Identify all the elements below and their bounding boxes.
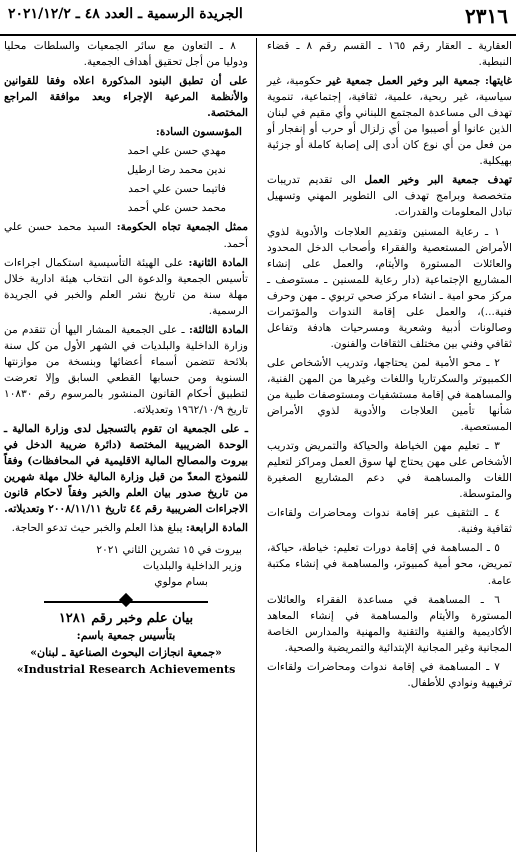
tax-paragraph: [4, 421, 248, 517]
article-text: يبلغ هذا العلم والخبر حيث تدعو الحاجة.: [11, 522, 183, 535]
list-item: ٢ ـ محو الأمية لمن يحتاجها، وتدريب الأشخاص على الكمبيوتر والسكرتاريا واللغات وغيرها من المهن الفنية، والمساهمة في إقامة مستشفيات ومستوصفات طبية من شأنها تأمين العلاجات والأدوية لذوي الأمراض المستعصية.: [267, 356, 512, 434]
notice-header: [4, 611, 248, 678]
notice-association-name-en: «Industrial Research Achievements: [16, 662, 236, 676]
founders-list: [4, 124, 248, 216]
page-number: ٢٣١٦: [465, 4, 508, 28]
article-text: على الهيئة التأسيسية استكمال اجراءات تأسيس الجمعية والدعوة الى انتخاب هيئة ادارية خلال مهلة سنة من تاريخ نشر العلم والخبر في الجريدة الرسمية.: [4, 256, 248, 317]
aims-heading: تهدف جمعية البر وخير العمل: [364, 174, 512, 187]
article-second: [4, 255, 248, 319]
article-heading: المادة الثالثة:: [188, 323, 249, 336]
paragraph-aims: [267, 172, 512, 220]
article-fourth: [4, 520, 248, 536]
notice-title: بيان علم وخبر رقم ١٢٨١: [58, 610, 194, 626]
founders-heading-text: المؤسسون السادة:: [155, 126, 242, 139]
founders-heading: [4, 124, 248, 140]
purpose-heading: غايتها: جمعية البر وخير العمل جمعية غير: [326, 75, 512, 88]
article-text: ـ على الجمعية المشار اليها أن تتقدم من وزارة الداخلية والبلديات في الشهر الأول من كل سنة بلائحة تتضمن أسماء أعضائها وبنسخة من موازنتها السنوية ومن حسابها القطعي السابق وإلا تعرضت لتطبيق أحكام القانون المنشور بالمرسوم رقم ١٠٨٣٠ تاريخ ١٩٦٢/١٠/٩ وتعديلاته.: [4, 323, 248, 416]
founder-name: فاتيما حسن علي احمد: [128, 183, 226, 196]
purpose-text: حكومية، غير سياسية، غير ربحية، علمية، ثقافية، إجتماعية، تنموية تهدف الى مساعدة المجتمع اللبناني وأي مقيم في لبنان الذين عانوا أو أصيبوا من أي زلزال أو حرب أو إنفجار أو من فعل من أي نوع كان أدى إلى إصابة كاملة أو جزئية بهيكلية.: [267, 75, 512, 168]
list-item: ٦ ـ المساهمة في مساعدة الفقراء والعائلات المستورة والأيتام والمساهمة في إنشاء المعاهد الأكاديمية والفنية والتقنية والمهنية والمدارس الخاصة المجانية وغير المجانية الإبتدائية والتمريضية والصحية.: [267, 593, 512, 654]
representative-heading: ممثل الجمعية تجاه الحكومة:: [116, 221, 249, 234]
signature-name: بسام مولوي: [154, 576, 208, 589]
list-item: ١ ـ رعاية المسنين وتقديم العلاجات والأدوية لذوي الأمراض المستعصية والفقراء وأصحاب الدخل المحدود والعائلات المستورة والأيتام، والعمل على إنشاء المشاريع الإجتماعية (دار رعاية للمسنين ـ مستوصف ـ مركز محو امية ـ انشاء مركز صحي تربوي ـ مهن وحرف فنية...)، والعمل على إقامة الندوات والمؤتمرات وصالونات أدبية وشعرية ومسرحيات هادفة وتفاعل ثقافي وفني بين مختلف الثقافات والفنون.: [267, 225, 512, 350]
founder-name: ندين محمد رضا ارطيل: [127, 164, 226, 177]
aims-text: الى تقديم تدريبات متخصصة وبرامج تهدف الى التطوير المهني وتسهيل تبادل المعلومات والقدرات.: [267, 174, 512, 219]
list-item: ٥ ـ المساهمة في إقامة دورات تعليم: خياطة، حياكة، تمريض، محو أمية كمبيوتر، والمساهمة في إنشاء مكتبة عامة.: [267, 542, 512, 587]
aims-list: [267, 224, 512, 691]
article-heading: المادة الرابعة:: [185, 522, 248, 535]
list-item: ٨ ـ التعاون مع سائر الجمعيات والسلطات محليا ودوليا من أجل تحقيق أهداف الجمعية.: [4, 40, 248, 69]
condition-paragraph: [4, 73, 248, 121]
column-divider: [256, 38, 257, 852]
signature-title: وزير الداخلية والبلديات: [142, 560, 242, 573]
list-item: ٤ ـ التثقيف عبر إقامة ندوات ومحاضرات ولقاءات ثقافية وفنية.: [267, 507, 512, 536]
article-heading: المادة الثانية:: [188, 256, 249, 269]
condition-text: على أن تطبق البنود المذكورة اعلاه وفقا للقوانين والأنظمة المرعية الإجراء وبعد موافقة المراجع المختصة.: [4, 75, 248, 120]
representative-paragraph: [4, 219, 248, 251]
gazette-title: الجريدة الرسمية ـ العدد ٤٨ ـ ٢٠٢١/١٢/٢: [8, 6, 243, 22]
article-third: [4, 322, 248, 418]
founder-name: محمد حسن علي أحمد: [127, 202, 226, 215]
signature-block: [4, 542, 248, 590]
list-item: ٧ ـ المساهمة في إقامة ندوات ومحاضرات ولقاءات ترفيهية ونوادي للأطفال.: [267, 660, 512, 689]
notice-association-name: «جمعية انجازات البحوث الصناعية ـ لبنان»: [30, 645, 222, 659]
paragraph-purpose: [267, 73, 512, 169]
list-item: ٣ ـ تعليم مهن الخياطة والحياكة والتمريض وتدريب الأشخاص على مهن يحتاج لها سوق العمل ومراكز لتعليم اللغات والمساهمة في دعم المشاريع الصغيرة والمتوسطة.: [267, 440, 512, 501]
paragraph-property: العقارية ـ العقار رقم ١٦٥ ـ القسم رقم ٨ ـ قضاء النبطية.: [267, 40, 512, 69]
left-column: [4, 38, 248, 678]
founder-name: مهدي حسن علي احمد: [127, 145, 226, 158]
page-header: [0, 0, 516, 36]
diamond-ornament-icon: [119, 592, 133, 606]
section-divider: [44, 595, 208, 609]
tax-text: ـ على الجمعية ان تقوم بالتسجيل لدى وزارة المالية ـ الوحدة الضريبية المختصة (دائرة ضريبة الدخل في بيروت والمصالح المالية الاقليمية في المحافظات) وفقاً للنموذج المعدّ من قبل وزارة المالية خلال مهلة شهرين من تاريخ صدور بيان العلم والخبر وفقاً لاحكام قانون الاجراءات الضريبية رقم ٤٤ تاريخ ٢٠٠٨/١١/١١ وتعديلاته.: [4, 423, 248, 516]
representative-text: السيد محمد حسن علي أحمد.: [4, 221, 248, 250]
signature-date: بيروت في ١٥ تشرين الثاني ٢٠٢١: [96, 544, 242, 557]
right-column: [267, 38, 512, 694]
notice-subtitle: بتأسيس جمعية باسم:: [76, 628, 176, 642]
